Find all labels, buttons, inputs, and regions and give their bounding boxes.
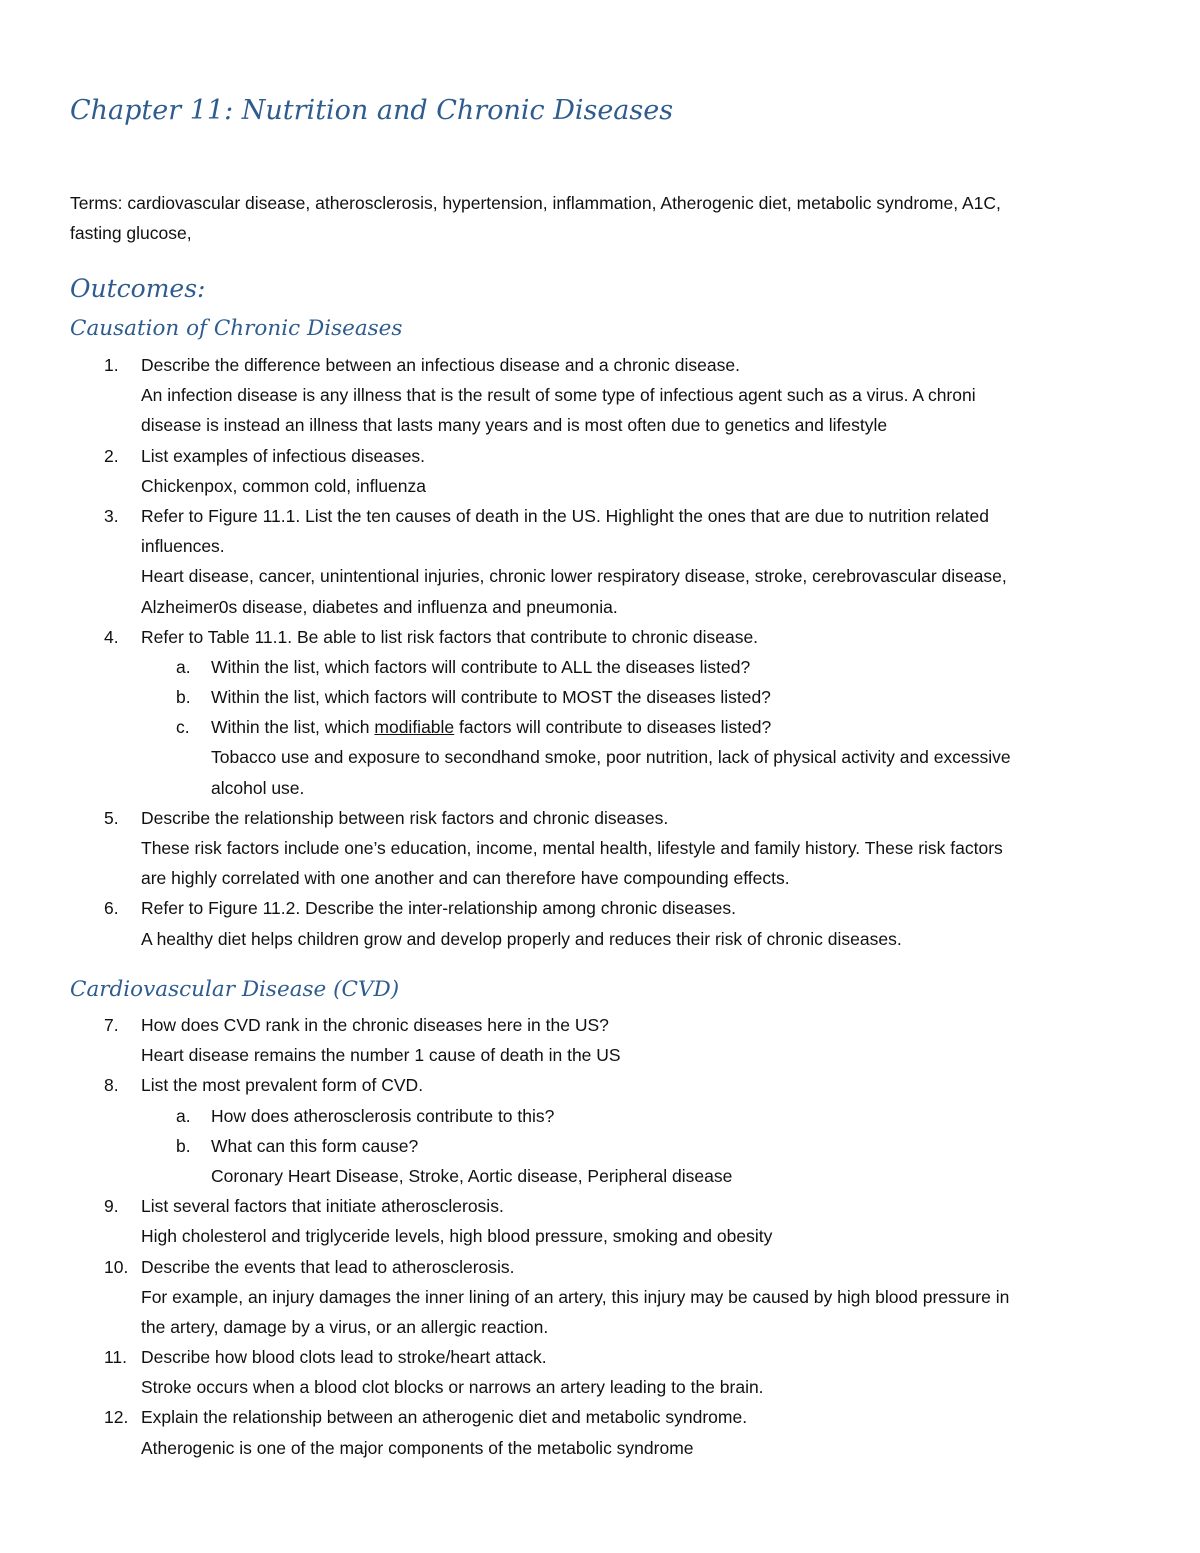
- question-number: 4.: [104, 626, 119, 647]
- question-text: Describe the relationship between risk factors and chronic diseases.: [141, 807, 669, 828]
- question-item-12: [0, 1402, 1200, 1462]
- answer-text: Chickenpox, common cold, influenza: [141, 475, 427, 496]
- question-item-9: [0, 1191, 1200, 1251]
- question-number: 2.: [104, 445, 119, 466]
- sub-question-b: [0, 682, 1200, 712]
- sub-question-letter: c.: [176, 717, 190, 738]
- question-number: 9.: [104, 1196, 119, 1217]
- sub-question-text: What can this form cause?: [211, 1135, 419, 1156]
- sub-question-c: [0, 712, 1200, 803]
- question-number: 1.: [104, 355, 119, 375]
- answer-text: alcohol use.: [211, 777, 305, 798]
- question-text: List several factors that initiate atherosclerosis.: [141, 1196, 504, 1217]
- question-item-6: [0, 893, 1200, 953]
- cvd-question-list: [0, 1010, 1200, 1463]
- question-number: 6.: [104, 898, 119, 919]
- question-text: List the most prevalent form of CVD.: [141, 1075, 424, 1096]
- question-item-3: [0, 501, 1200, 622]
- page-title: Chapter 11: Nutrition and Chronic Diseases: [70, 95, 674, 126]
- question-text: Describe how blood clots lead to stroke/heart attack.: [141, 1347, 547, 1368]
- terms-paragraph: [70, 188, 1140, 248]
- question-number: 11.: [104, 1347, 128, 1368]
- sub-question-text-post: factors will contribute to diseases listed?: [454, 717, 772, 738]
- answer-text: Alzheimer0s disease, diabetes and influenza and pneumonia.: [141, 596, 618, 617]
- sub-question-text: How does atherosclerosis contribute to this?: [211, 1105, 555, 1126]
- question-number: 8.: [104, 1075, 119, 1096]
- answer-text: Heart disease remains the number 1 cause of death in the US: [141, 1045, 621, 1066]
- causation-question-list: [0, 350, 1200, 954]
- question-item-4: [0, 622, 1200, 803]
- answer-text: Coronary Heart Disease, Stroke, Aortic disease, Peripheral disease: [211, 1165, 733, 1186]
- question-text: List examples of infectious diseases.: [141, 445, 426, 466]
- question-item-2: [0, 441, 1200, 501]
- answer-text: Stroke occurs when a blood clot blocks or narrows an artery leading to the brain.: [141, 1377, 764, 1398]
- question-number: 12.: [104, 1407, 129, 1428]
- sub-question-a: [0, 652, 1200, 682]
- terms-line-1: Terms: cardiovascular disease, atherosclerosis, hypertension, inflammation, Atherogenic diet, metabolic syndrome, A1C,: [70, 193, 1001, 213]
- sub-question-b: [0, 1131, 1200, 1191]
- answer-text: An infection disease is any illness that is the result of some type of infectious agent such as a virus. A chroni: [141, 385, 976, 406]
- answer-text: High cholesterol and triglyceride levels, high blood pressure, smoking and obesity: [141, 1226, 773, 1247]
- question-item-10: [0, 1252, 1200, 1343]
- sub-question-letter: a.: [176, 1105, 191, 1126]
- question-number: 3.: [104, 505, 119, 526]
- question-text: Describe the events that lead to atherosclerosis.: [141, 1256, 515, 1277]
- answer-text: Heart disease, cancer, unintentional injuries, chronic lower respiratory disease, stroke, cerebrovascular disease,: [141, 566, 1007, 587]
- answer-text: A healthy diet helps children grow and develop properly and reduces their risk of chronic diseases.: [141, 928, 902, 949]
- underlined-term: modifiable: [374, 717, 455, 738]
- answer-text: For example, an injury damages the inner lining of an artery, this injury may be caused by high blood pressure in: [141, 1286, 1010, 1307]
- question-text: Refer to Figure 11.1. List the ten causes of death in the US. Highlight the ones that are due to nutrition related: [141, 505, 989, 526]
- question-text: Describe the difference between an infectious disease and a chronic disease.: [141, 355, 740, 375]
- question-text: Explain the relationship between an atherogenic diet and metabolic syndrome.: [141, 1407, 748, 1428]
- sub-question-a: [0, 1101, 1200, 1131]
- sub-question-text: Within the list, which factors will contribute to ALL the diseases listed?: [211, 656, 751, 677]
- question-item-1: [0, 350, 1200, 441]
- outcomes-heading: Outcomes:: [70, 274, 206, 303]
- question-text: Refer to Figure 11.2. Describe the inter-relationship among chronic diseases.: [141, 898, 736, 919]
- answer-text: Atherogenic is one of the major components of the metabolic syndrome: [141, 1437, 694, 1458]
- question-text: Refer to Table 11.1. Be able to list risk factors that contribute to chronic disease.: [141, 626, 759, 647]
- answer-text: disease is instead an illness that lasts many years and is most often due to genetics and lifestyle: [141, 415, 888, 436]
- question-item-5: [0, 803, 1200, 894]
- answer-text: are highly correlated with one another and can therefore have compounding effects.: [141, 868, 790, 889]
- question-text: How does CVD rank in the chronic diseases here in the US?: [141, 1015, 609, 1035]
- question-number: 7.: [104, 1015, 119, 1035]
- terms-line-2: fasting glucose,: [70, 223, 192, 243]
- sub-question-letter: b.: [176, 1135, 191, 1156]
- sub-question-letter: b.: [176, 687, 191, 708]
- answer-text: Tobacco use and exposure to secondhand smoke, poor nutrition, lack of physical activity and excessive: [211, 747, 1011, 768]
- question-item-8: [0, 1070, 1200, 1191]
- sub-question-text: Within the list, which factors will contribute to MOST the diseases listed?: [211, 687, 771, 708]
- section-heading-causation: Causation of Chronic Diseases: [70, 316, 403, 341]
- answer-text: the artery, damage by a virus, or an allergic reaction.: [141, 1316, 549, 1337]
- section-heading-cvd: Cardiovascular Disease (CVD): [70, 977, 400, 1002]
- question-text: influences.: [141, 536, 225, 557]
- question-item-11: [0, 1342, 1200, 1402]
- question-number: 10.: [104, 1256, 129, 1277]
- question-item-7: [0, 1010, 1200, 1070]
- sub-question-letter: a.: [176, 656, 191, 677]
- sub-question-text-pre: Within the list, which: [211, 717, 375, 738]
- answer-text: These risk factors include one’s education, income, mental health, lifestyle and family history. These risk factors: [141, 838, 1003, 858]
- question-number: 5.: [104, 807, 119, 828]
